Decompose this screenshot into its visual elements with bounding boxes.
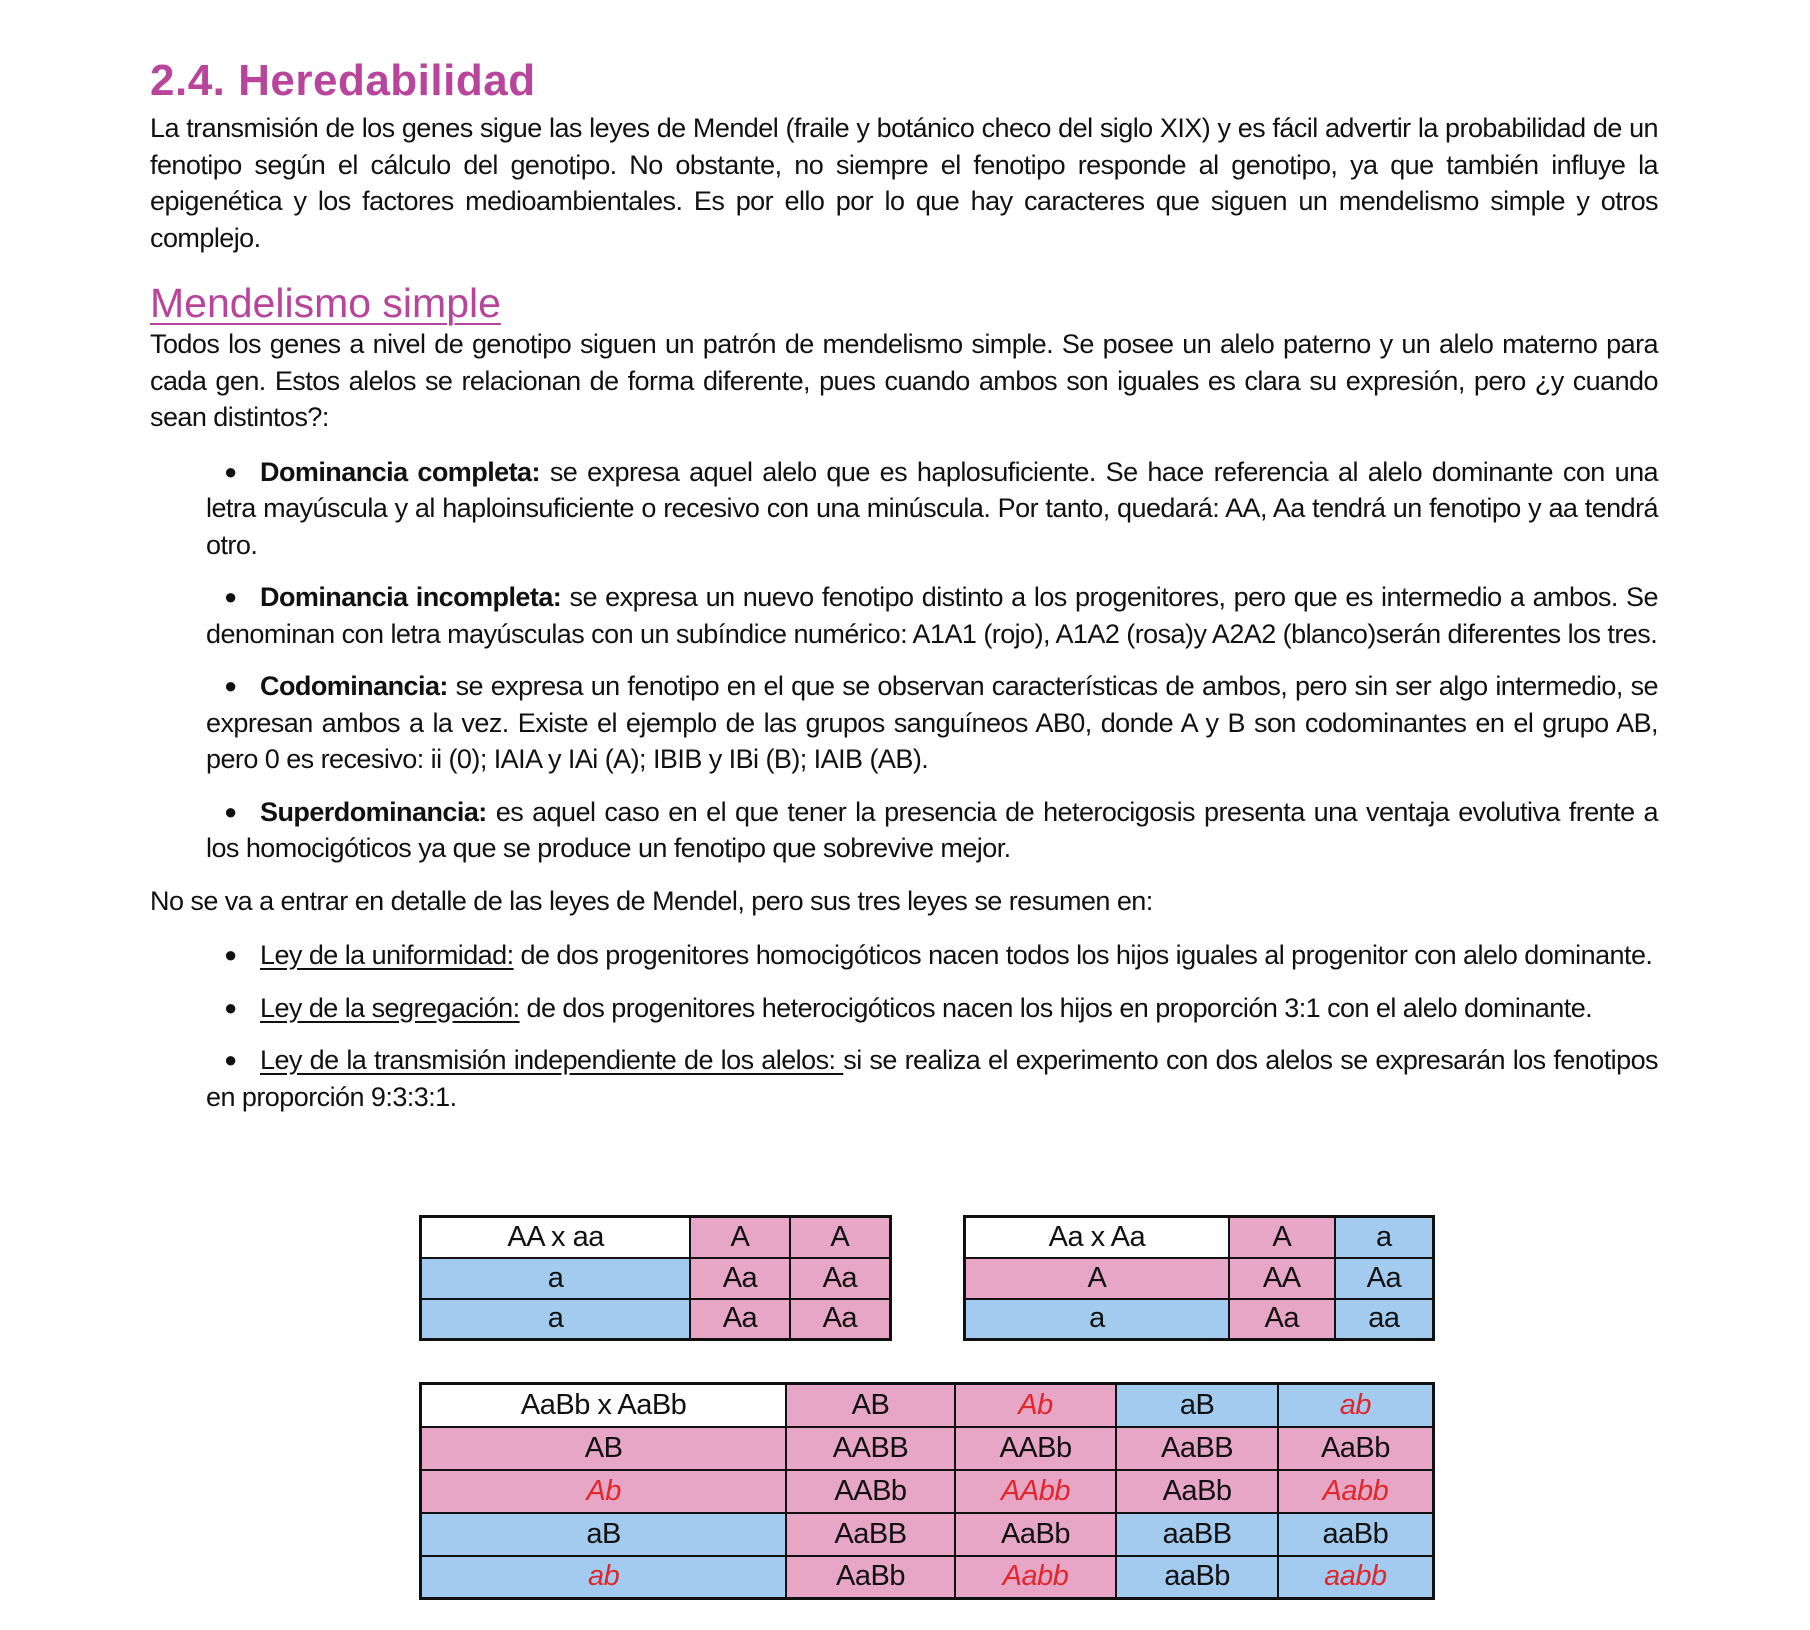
table-cell: Aa bbox=[1335, 1258, 1434, 1299]
punnett-table-monohybrid-homozygous bbox=[419, 1215, 892, 1341]
table-row bbox=[421, 1217, 891, 1258]
dominance-list bbox=[150, 454, 1658, 867]
table-cell: AABb bbox=[955, 1427, 1117, 1470]
term: Dominancia incompleta: bbox=[260, 582, 562, 612]
punnett-table-monohybrid-heterozygous bbox=[963, 1215, 1435, 1341]
table-row bbox=[421, 1427, 1434, 1470]
table-cell: AABB bbox=[786, 1427, 955, 1470]
table-header-cell: A bbox=[690, 1217, 789, 1258]
list-item-superdominancia bbox=[206, 794, 1658, 867]
table-cell: AaBb bbox=[955, 1513, 1117, 1556]
table-header-cell: aB bbox=[421, 1513, 787, 1556]
intro-paragraph: La transmisión de los genes sigue las leyes de Mendel (fraile y botánico checo del siglo XIX) y es fácil advertir la probabilidad de un fenotipo según el cálculo del genotipo. No obstante, no siempre el fenotipo responde al genotipo, ya que también influye la epigenética y los factores medioambientales. Es por ello por lo que hay caracteres que siguen un mendelismo simple y otros complejo. bbox=[150, 113, 1658, 253]
simple-intro-paragraph: Todos los genes a nivel de genotipo siguen un patrón de mendelismo simple. Se posee un alelo paterno y un alelo materno para cada gen. Estos alelos se relacionan de forma diferente, pues cuando ambos son iguales es clara su expresión, pero ¿y cuando sean distintos?: bbox=[150, 329, 1658, 432]
bullet-icon: ● bbox=[224, 673, 237, 698]
table-cell: aaBb bbox=[1278, 1513, 1434, 1556]
table-cell: Aabb bbox=[1278, 1470, 1434, 1513]
list-item-ley-segregacion bbox=[206, 990, 1658, 1027]
table-header-cell: A bbox=[790, 1217, 891, 1258]
table-cell: Aa bbox=[790, 1258, 891, 1299]
list-item-ley-transmision-independiente bbox=[206, 1042, 1658, 1115]
table-cell: AaBb bbox=[786, 1556, 955, 1599]
table-cell: Aa bbox=[1229, 1299, 1335, 1340]
mendel-laws-list bbox=[150, 937, 1658, 1115]
table-cell: AaBB bbox=[1116, 1427, 1278, 1470]
table-header-cell: a bbox=[1335, 1217, 1434, 1258]
table-cell: aabb bbox=[1278, 1556, 1434, 1599]
list-item-dominancia-completa bbox=[206, 454, 1658, 564]
bullet-icon: ● bbox=[224, 798, 237, 824]
table-cell: aa bbox=[1335, 1299, 1434, 1340]
list-item-ley-uniformidad bbox=[206, 937, 1658, 974]
table-header-cell: AA x aa bbox=[421, 1217, 691, 1258]
term: Dominancia completa: bbox=[260, 456, 540, 487]
table-cell: Aa bbox=[790, 1299, 891, 1340]
law-term: Ley de la transmisión independiente de los alelos: bbox=[260, 1045, 844, 1075]
bullet-icon: ● bbox=[224, 458, 237, 484]
bullet-icon: ● bbox=[224, 942, 237, 967]
law-text: de dos progenitores heterocigóticos nacen los hijos en proporción 3:1 con el alelo dominante. bbox=[519, 992, 1593, 1023]
table-cell: AaBB bbox=[786, 1513, 955, 1556]
table-cell: AA bbox=[1229, 1258, 1335, 1299]
law-term: Ley de la segregación: bbox=[260, 992, 520, 1023]
definition: se expresa un nuevo fenotipo distinto a los progenitores, pero que es intermedio a ambos. Se denominan con letra mayúsculas con un subíndice numérico: A1A1 (rojo), A1A2 (rosa)y A2A2 (blanco)serán diferentes los tres. bbox=[206, 582, 1658, 649]
table-row bbox=[421, 1556, 1434, 1599]
document-page bbox=[150, 52, 1658, 1115]
bullet-icon: ● bbox=[224, 994, 237, 1020]
table-header-cell: AB bbox=[786, 1384, 955, 1427]
table-header-cell: AB bbox=[421, 1427, 787, 1470]
table-cell: AAbb bbox=[955, 1470, 1117, 1513]
table-header-cell: Ab bbox=[421, 1470, 787, 1513]
table-header-cell: Aa x Aa bbox=[965, 1217, 1229, 1258]
table-header-cell: Ab bbox=[955, 1384, 1117, 1427]
table-row bbox=[421, 1299, 891, 1340]
table-cell: AABb bbox=[786, 1470, 955, 1513]
bullet-icon: ● bbox=[224, 584, 237, 609]
definition: es aquel caso en el que tener la presencia de heterocigosis presenta una ventaja evolutiva frente a los homocigóticos ya que se produce un fenotipo que sobrevive mejor. bbox=[206, 796, 1658, 863]
table-row bbox=[965, 1217, 1434, 1258]
table-cell: AaBb bbox=[1116, 1470, 1278, 1513]
table-header-cell: ab bbox=[1278, 1384, 1434, 1427]
table-header-cell: ab bbox=[421, 1556, 787, 1599]
table-header-cell: A bbox=[965, 1258, 1229, 1299]
list-item-dominancia-incompleta bbox=[206, 579, 1658, 652]
definition: se expresa un fenotipo en el que se observan características de ambos, pero sin ser algo intermedio, se expresan ambos a la vez. Existe el ejemplo de las grupos sanguíneos AB0, donde A y B son codominantes en el grupo AB, pero 0 es recesivo: ii (0); IAIA y IAi (A); IBIB y IBi (B); IAIB (AB). bbox=[206, 671, 1658, 774]
table-row bbox=[421, 1470, 1434, 1513]
section-title: 2.4. Heredabilidad bbox=[150, 56, 536, 105]
term: Codominancia: bbox=[260, 671, 448, 701]
table-row bbox=[965, 1299, 1434, 1340]
table-header-cell: a bbox=[421, 1258, 691, 1299]
table-header-cell: A bbox=[1229, 1217, 1335, 1258]
table-cell: Aa bbox=[690, 1258, 789, 1299]
laws-intro-paragraph: No se va a entrar en detalle de las leyes de Mendel, pero sus tres leyes se resumen en: bbox=[150, 885, 1153, 916]
table-cell: AaBb bbox=[1278, 1427, 1434, 1470]
bullet-icon: ● bbox=[224, 1047, 237, 1072]
law-text: de dos progenitores homocigóticos nacen todos los hijos iguales al progenitor con alelo dominante. bbox=[513, 940, 1653, 970]
subsection-title: Mendelismo simple bbox=[150, 280, 501, 326]
table-row bbox=[421, 1513, 1434, 1556]
table-row bbox=[421, 1384, 1434, 1427]
table-header-cell: aB bbox=[1116, 1384, 1278, 1427]
table-header-cell: a bbox=[965, 1299, 1229, 1340]
table-header-cell: AaBb x AaBb bbox=[421, 1384, 787, 1427]
table-cell: Aa bbox=[690, 1299, 789, 1340]
table-row bbox=[421, 1258, 891, 1299]
table-cell: Aabb bbox=[955, 1556, 1117, 1599]
table-cell: aaBb bbox=[1116, 1556, 1278, 1599]
table-header-cell: a bbox=[421, 1299, 691, 1340]
law-term: Ley de la uniformidad: bbox=[260, 940, 514, 970]
table-row bbox=[965, 1258, 1434, 1299]
definition: se expresa aquel alelo que es haplosuficiente. Se hace referencia al alelo dominante con una letra mayúscula y al haploinsuficiente o recesivo con una minúscula. Por tanto, quedará: AA, Aa tendrá un fenotipo y aa tendrá otro. bbox=[206, 456, 1658, 560]
term: Superdominancia: bbox=[260, 796, 487, 827]
table-cell: aaBB bbox=[1116, 1513, 1278, 1556]
punnett-table-dihybrid bbox=[419, 1382, 1435, 1600]
law-text: si se realiza el experimento con dos alelos se expresarán los fenotipos en proporción 9:3:3:1. bbox=[206, 1045, 1658, 1112]
list-item-codominancia bbox=[206, 668, 1658, 778]
